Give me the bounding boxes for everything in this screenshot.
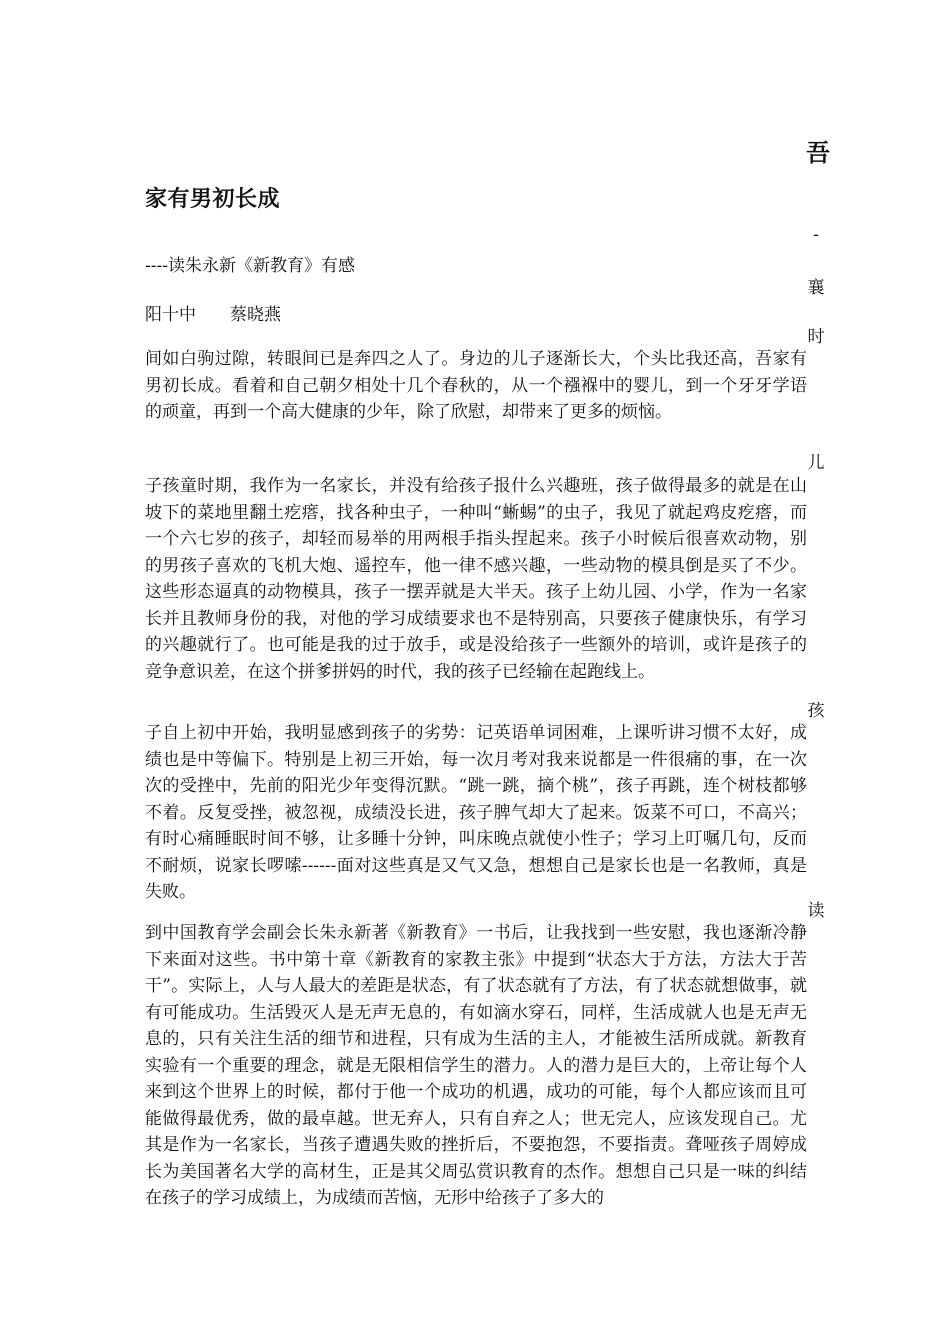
page-title: 家有男初长成 — [145, 186, 281, 212]
author-line: 阳十中 蔡晓燕 — [145, 305, 281, 325]
paragraph-3: 子自上初中开始，我明显感到孩子的劣势：记英语单词困难，上课听讲习惯不太好，成绩也是中等偏下。特别是上初三开始，每一次月考对我来说都是一件很痛的事，在一次次的受挫中，先前的阳光少年变得沉默。“跳一跳，摘个桃”，孩子再跳，连个树枝都够不着。反复受挫，被忽视，成绩没长进，孩子脾气却大了起来。饭菜不可口，不高兴；有时心痛睡眠时间不够，让多睡十分钟，叫床晚点就使小性子；学习上叮嘱几句，反而不耐烦，说家长啰嗦------面对这些真是又气又急，想想自己是家长也是一名教师，真是失败。 — [145, 723, 807, 902]
margin-char-du: 读 — [807, 901, 825, 921]
paragraph-4: 到中国教育学会副会长朱永新著《新教育》一书后，让我找到一些安慰，我也逐渐冷静下来面对这些。书中第十章《新教育的家教主张》中提到“状态大于方法，方法大于苦干”。实际上，人与人最大的差距是状态，有了状态就有了方法，有了状态就想做事，就有可能成功。生活毁灭人是无声无息的，有如滴水穿石，同样，生活成就人也是无声无息的，只有关注生活的细节和进程，只有成为生活的主人，才能被生活所成就。新教育实验有一个重要的理念，就是无限相信学生的潜力。人的潜力是巨大的，上帝让每个人来到这个世界上的时候，都付于他一个成功的机遇，成功的可能，每个人都应该而且可能做得最优秀，做的最卓越。世无弃人，只有自弃之人；世无完人，应该发现自己。尤其是作为一名家长，当孩子遭遇失败的挫折后，不要抱怨，不要指责。聋哑孩子周婷成长为美国著名大学的高材生，正是其父周弘赏识教育的杰作。想想自己只是一味的纠结在孩子的学习成绩上，为成绩而苦恼，无形中给孩子了多大的 — [145, 923, 807, 1208]
margin-char-wu: 吾 — [806, 138, 830, 167]
margin-char-shi: 时 — [807, 327, 825, 347]
paragraph-1: 间如白驹过隙，转眼间已是奔四之人了。身边的儿子逐渐长大，个头比我还高，吾家有男初长成。看着和自己朝夕相处十几个春秋的，从一个襁褓中的婴儿，到一个牙牙学语的顽童，再到一个高大健康的少年，除了欣慰，却带来了更多的烦恼。 — [145, 349, 807, 422]
subtitle: ----读朱永新《新教育》有感 — [145, 256, 355, 276]
margin-char-dash: - — [813, 225, 819, 245]
paragraph-2: 子孩童时期，我作为一名家长，并没有给孩子报什么兴趣班，孩子做得最多的就是在山坡下的菜地里翻土疙瘩，找各种虫子，一种叫“蜥蜴”的虫子，我见了就起鸡皮疙瘩，而一个六七岁的孩子，却轻而易举的用两根手指头捏起来。孩子小时候后很喜欢动物，别的男孩子喜欢的飞机大炮、遥控车，他一律不感兴趣，一些动物的模具倒是买了不少。这些形态逼真的动物模具，孩子一摆弄就是大半天。孩子上幼儿园、小学，作为一名家长并且教师身份的我，对他的学习成绩要求也不是特别高，只要孩子健康快乐，有学习的兴趣就行了。也可能是我的过于放手，或是没给孩子一些额外的培训，或许是孩子的竞争意识差，在这个拼爹拼妈的时代，我的孩子已经输在起跑线上。 — [145, 476, 807, 682]
margin-char-er: 儿 — [807, 453, 825, 473]
margin-char-xiang: 襄 — [807, 278, 825, 298]
margin-char-hai: 孩 — [807, 701, 825, 721]
